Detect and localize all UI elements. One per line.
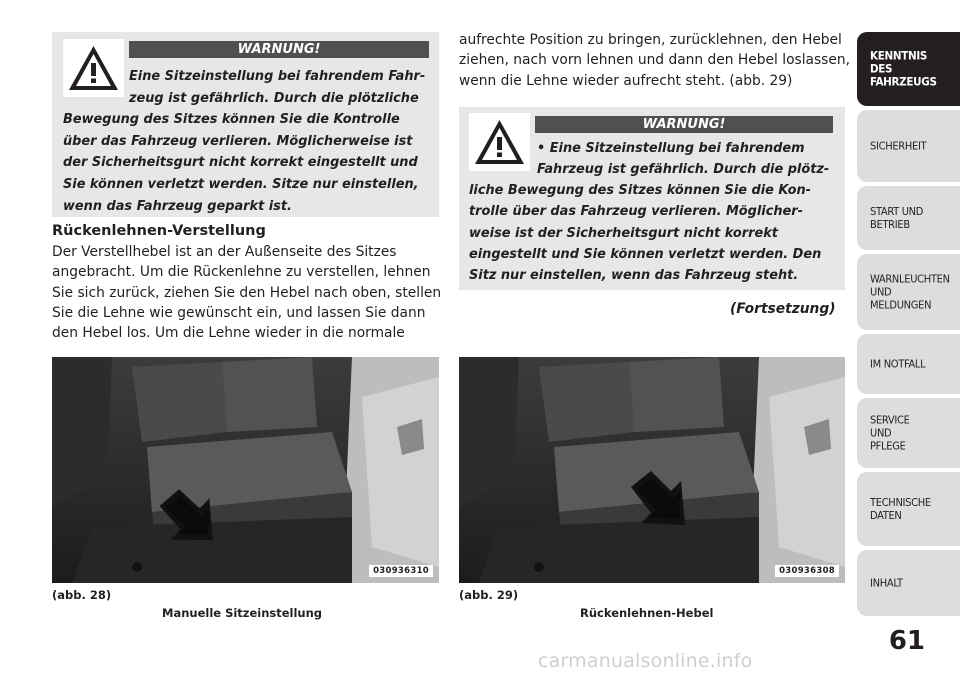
figure-code: 030936308 xyxy=(775,565,839,577)
warning-title-bar: WARNUNG! xyxy=(535,116,833,133)
warning-line: trolle über das Fahrzeug verlieren. Möglicher- xyxy=(469,204,803,220)
warning-triangle-icon xyxy=(469,113,530,171)
warning-triangle-frame xyxy=(469,113,530,171)
warning-line: Sie können verletzt werden. Sitze nur einstellen, xyxy=(63,177,419,193)
tab-warnleuchten[interactable] xyxy=(857,254,960,330)
tab-label: TECHNISCHE DATEN xyxy=(870,496,931,522)
warning-line: zeug ist gefährlich. Durch die plötzliche xyxy=(129,90,419,106)
warning-text xyxy=(129,66,433,109)
tab-technische-daten[interactable] xyxy=(857,472,960,546)
paragraph-line: Der Verstellhebel ist an der Außenseite des Sitzes xyxy=(52,244,397,260)
tab-service-und-pflege[interactable] xyxy=(857,398,960,468)
figure-caption: Rückenlehnen-Hebel xyxy=(580,606,714,620)
figure-number: (abb. 29) xyxy=(459,588,519,602)
paragraph-line: wenn die Lehne wieder aufrecht steht. (abb. 29) xyxy=(459,72,793,89)
warning-triangle-icon xyxy=(63,39,124,97)
paragraph-line: Sie sich zurück, ziehen Sie den Hebel nach oben, stellen xyxy=(52,284,442,301)
body-paragraph-left xyxy=(52,242,442,343)
warning-line: liche Bewegung des Sitzes können Sie die Kon- xyxy=(469,183,812,198)
paragraph-line: ziehen, nach vorn lehnen und dann den Hebel loslassen, xyxy=(459,52,850,69)
warning-line: Eine Sitzeinstellung bei fahrendem Fahr- xyxy=(129,69,426,84)
warning-line: Fahrzeug ist gefährlich. Durch die plötz- xyxy=(537,162,830,178)
figure-code: 030936310 xyxy=(369,565,433,577)
paragraph-line: den Hebel los. Um die Lehne wieder in die normale xyxy=(52,325,405,342)
tab-kenntnis-des-fahrzeugs[interactable] xyxy=(857,32,960,106)
tab-label: SERVICE UND PFLEGE xyxy=(870,413,910,453)
warning-line: über das Fahrzeug verlieren. Möglicherweise ist xyxy=(63,133,413,149)
tab-label: SICHERHEIT xyxy=(870,139,927,153)
warning-line: der Sicherheitsgurt nicht korrekt eingestellt und xyxy=(63,155,418,171)
paragraph-line: angebracht. Um die Rückenlehne zu verstellen, lehnen xyxy=(52,264,431,281)
seat-photo-illustration xyxy=(459,357,845,583)
tab-label: KENNTNIS DES FAHRZEUGS xyxy=(870,48,937,89)
section-heading: Rückenlehnen-Verstellung xyxy=(52,223,266,239)
tab-sicherheit[interactable] xyxy=(857,110,960,182)
tab-start-und-betrieb[interactable] xyxy=(857,186,960,250)
warning-line: • Eine Sitzeinstellung bei fahrendem xyxy=(537,141,805,156)
tab-inhalt[interactable] xyxy=(857,550,960,616)
warning-text-full xyxy=(469,180,839,286)
tab-label: IM NOTFALL xyxy=(870,357,926,371)
page-number: 61 xyxy=(888,626,925,656)
warning-title-bar: WARNUNG! xyxy=(129,41,429,58)
tab-im-notfall[interactable] xyxy=(857,334,960,394)
figure-number: (abb. 28) xyxy=(52,588,112,602)
photo-manual-seat-adjustment xyxy=(52,357,439,583)
warning-text-full xyxy=(63,109,433,218)
warning-line: Bewegung des Sitzes können Sie die Kontrolle xyxy=(63,112,400,127)
photo-backrest-lever xyxy=(459,357,845,583)
warning-box-seat-adjustment xyxy=(52,32,439,217)
warning-line: wenn das Fahrzeug geparkt ist. xyxy=(63,198,292,214)
paragraph-line: Sie die Lehne wie gewünscht ein, und lassen Sie dann xyxy=(52,304,426,321)
continuation-note: (Fortsetzung) xyxy=(730,301,836,317)
warning-triangle-frame xyxy=(63,39,124,97)
paragraph-line: aufrechte Position zu bringen, zurücklehnen, den Hebel xyxy=(459,32,842,48)
warning-line: eingestellt und Sie können verletzt werden. Den xyxy=(469,246,822,262)
tab-label: START UND BETRIEB xyxy=(870,205,924,231)
warning-line: Sitz nur einstellen, wenn das Fahrzeug steht. xyxy=(469,268,799,284)
watermark: carmanualsonline.info xyxy=(538,650,753,672)
warning-box-driving xyxy=(459,107,845,290)
warning-text xyxy=(537,138,839,181)
body-paragraph-right xyxy=(459,30,850,91)
tab-label: WARNLEUCHTEN UND MELDUNGEN xyxy=(870,272,950,312)
figure-caption: Manuelle Sitzeinstellung xyxy=(162,606,323,620)
warning-line: weise ist der Sicherheitsgurt nicht korrekt xyxy=(469,225,778,241)
tab-label: INHALT xyxy=(870,576,903,590)
seat-photo-illustration xyxy=(52,357,439,583)
